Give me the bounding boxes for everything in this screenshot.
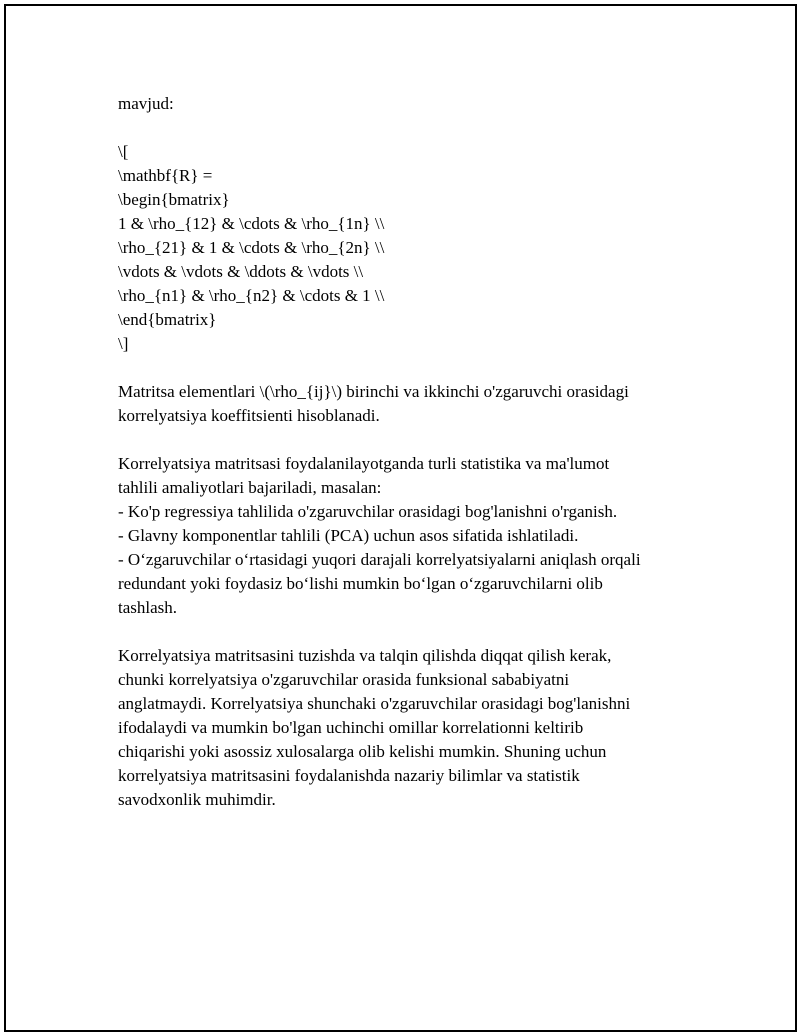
paragraph-line: ifodalaydi va mumkin bo'lgan uchinchi omillar korrelationni keltirib — [118, 718, 584, 737]
latex-line: \[ — [118, 142, 129, 161]
latex-line: \] — [118, 334, 129, 353]
latex-line: \rho_{21} & 1 & \cdots & \rho_{2n} \\ — [118, 238, 385, 257]
spacer — [118, 116, 698, 140]
spacer — [118, 428, 698, 452]
paragraph-line: Korrelyatsiya matritsasini tuzishda va talqin qilishda diqqat qilish kerak, — [118, 646, 612, 665]
latex-block — [118, 140, 698, 356]
list-item: - Ko'p regressiya tahlilida o'zgaruvchilar orasidagi bog'lanishni o'rganish. — [118, 502, 618, 521]
list-item: - Glavny komponentlar tahlili (PCA) uchun asos sifatida ishlatiladi. — [118, 526, 579, 545]
paragraph-line: chunki korrelyatsiya o'zgaruvchilar orasida funksional sababiyatni — [118, 670, 570, 689]
paragraph-line: chiqarishi yoki asossiz xulosalarga olib kelishi mumkin. Shuning uchun — [118, 742, 607, 761]
list-item-continuation: redundant yoki foydasiz bo‘lishi mumkin bo‘lgan o‘zgaruvchilarni olib — [118, 574, 603, 593]
paragraph-matrix-elements — [118, 380, 698, 428]
intro-line: mavjud: — [118, 94, 174, 113]
paragraph-line: Korrelyatsiya matritsasi foydalanilayotganda turli statistika va ma'lumot — [118, 454, 610, 473]
list-item: - O‘zgaruvchilar o‘rtasidagi yuqori darajali korrelyatsiyalarni aniqlash orqali — [118, 550, 641, 569]
latex-line: \begin{bmatrix} — [118, 190, 230, 209]
paragraph-line: savodxonlik muhimdir. — [118, 790, 276, 809]
latex-line: \mathbf{R} = — [118, 166, 213, 185]
paragraph-line: tahlili amaliyotlari bajariladi, masalan: — [118, 478, 382, 497]
document-body — [118, 92, 698, 812]
spacer — [118, 356, 698, 380]
paragraph-line: korrelyatsiya koeffitsienti hisoblanadi. — [118, 406, 380, 425]
paragraph-line: anglatmaydi. Korrelyatsiya shunchaki o'zgaruvchilar orasidagi bog'lanishni — [118, 694, 631, 713]
list-item-continuation: tashlash. — [118, 598, 178, 617]
paragraph-line: korrelyatsiya matritsasini foydalanishda nazariy bilimlar va statistik — [118, 766, 580, 785]
latex-line: \vdots & \vdots & \ddots & \vdots \\ — [118, 262, 364, 281]
paragraph-line: Matritsa elementlari \(\rho_{ij}\) birinchi va ikkinchi o'zgaruvchi orasidagi — [118, 382, 629, 401]
latex-line: \end{bmatrix} — [118, 310, 217, 329]
spacer — [118, 620, 698, 644]
latex-line: \rho_{n1} & \rho_{n2} & \cdots & 1 \\ — [118, 286, 385, 305]
paragraph-applications — [118, 452, 698, 620]
paragraph-caution — [118, 644, 698, 812]
latex-line: 1 & \rho_{12} & \cdots & \rho_{1n} \\ — [118, 214, 385, 233]
